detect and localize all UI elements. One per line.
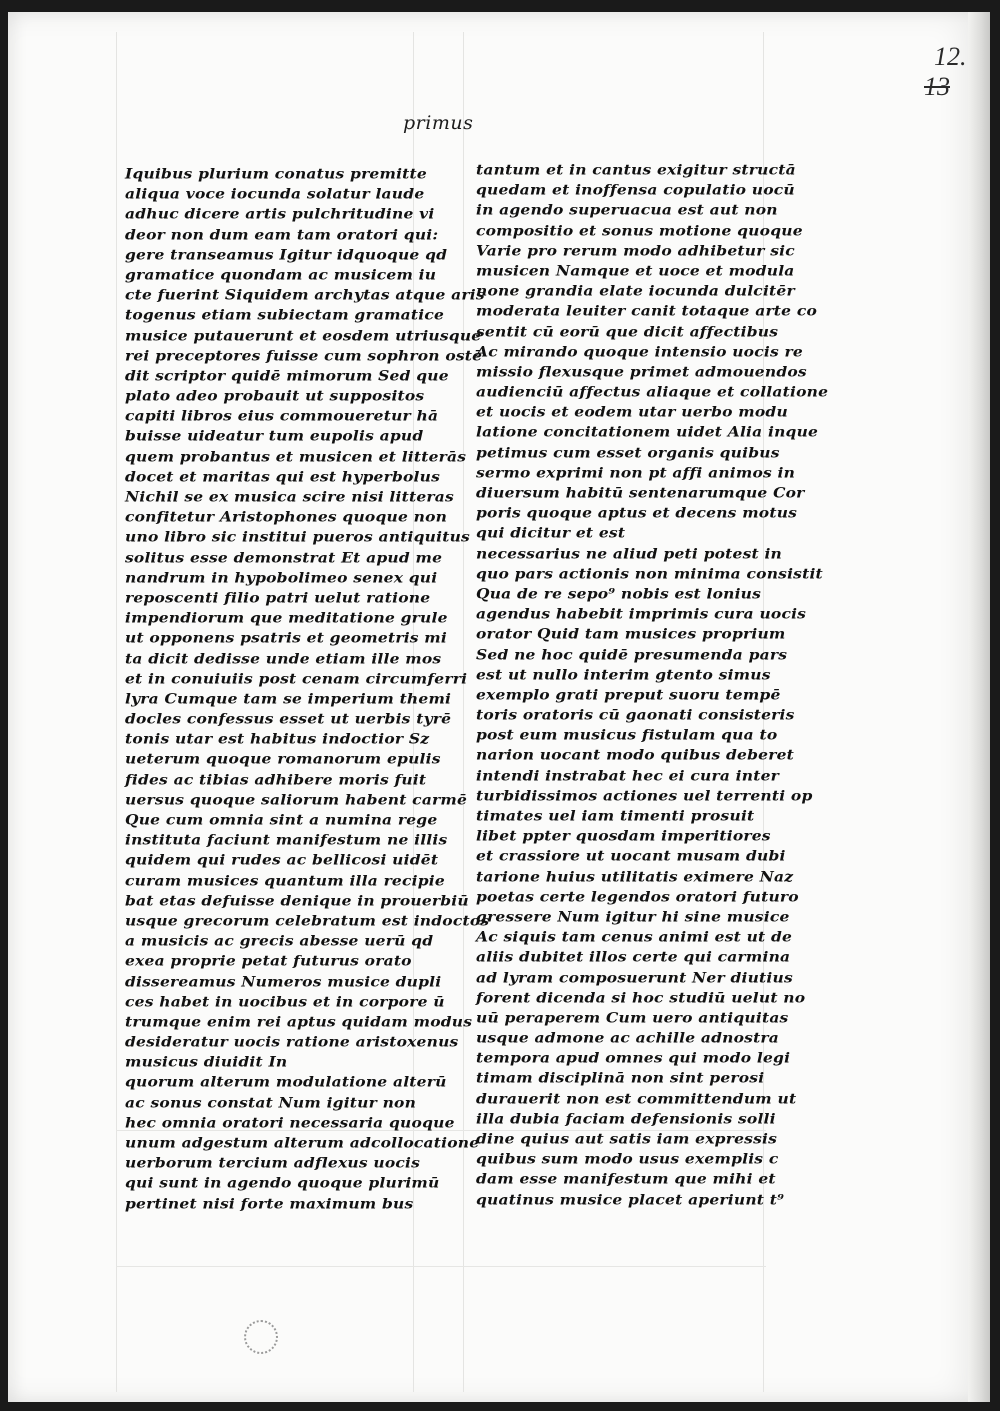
text-line: toris oratoris cū gaonati consisteris bbox=[476, 705, 795, 724]
text-line: togenus etiam subiectam gramatice bbox=[125, 306, 445, 324]
text-line: nandrum in hypobolimeo senex qui bbox=[125, 568, 438, 587]
text-line: pertinet nisi forte maximum bus bbox=[125, 1194, 414, 1212]
text-line: confitetur Aristophones quoque non bbox=[125, 507, 448, 526]
text-line: necessarius ne aliud peti potest in bbox=[476, 544, 783, 562]
ruling-line-bottom-2 bbox=[116, 1266, 766, 1267]
text-line: exea proprie petat futurus orato bbox=[125, 952, 412, 970]
text-line: ad lyram composuerunt Ner diutius bbox=[476, 968, 793, 986]
text-line: latione concitationem uidet Alia inque bbox=[476, 423, 819, 441]
text-line: missio flexusque primet admouendos bbox=[476, 362, 807, 381]
text-line: durauerit non est committendum ut bbox=[476, 1089, 797, 1107]
text-line: usque admone ac achille adnostra bbox=[476, 1028, 780, 1047]
text-line: tonis utar est habitus indoctior Sz bbox=[125, 730, 430, 748]
text-line: deor non dum eam tam oratori qui: bbox=[125, 225, 439, 243]
text-line: capiti libros eius commoueretur hā bbox=[125, 407, 439, 425]
text-line: libet ppter quosdam imperitiores bbox=[476, 826, 771, 845]
text-line: quibus sum modo usus exemplis c bbox=[476, 1149, 779, 1168]
text-column-left bbox=[125, 164, 490, 1214]
text-line: bat etas defuisse denique in prouerbiū bbox=[125, 891, 469, 910]
running-head: primus bbox=[403, 112, 474, 134]
text-line: adhuc dicere artis pulchritudine vi bbox=[125, 205, 435, 223]
text-line: orator Quid tam musices proprium bbox=[476, 625, 786, 643]
ruling-line-left-1 bbox=[116, 32, 117, 1392]
text-line: unum adgestum alterum adcollocatione bbox=[125, 1133, 480, 1152]
text-line: tempora apud omnes qui modo legi bbox=[476, 1049, 791, 1067]
text-line: uerborum tercium adflexus uocis bbox=[125, 1153, 421, 1172]
text-line: musicen Namque et uoce et modula bbox=[476, 261, 795, 280]
text-line: aliis dubitet illos certe qui carmina bbox=[476, 948, 791, 966]
text-line: quidem qui rudes ac bellicosi uidēt bbox=[125, 851, 439, 869]
page-gutter-fold bbox=[968, 12, 990, 1402]
text-line: plato adeo probauit ut suppositos bbox=[125, 386, 425, 405]
text-line: a musicis ac grecis abesse uerū qd bbox=[125, 931, 434, 950]
text-line: dine quius aut satis iam expressis bbox=[476, 1129, 778, 1148]
text-line: docet et maritas qui est hyperbolus bbox=[125, 467, 441, 486]
text-line: fides ac tibias adhibere moris fuit bbox=[125, 770, 427, 788]
text-line: compositio et sonus motione quoque bbox=[476, 221, 803, 239]
text-line: impendiorum que meditatione grule bbox=[125, 608, 448, 627]
text-line: Sed ne hoc quidē presumenda pars bbox=[476, 645, 788, 663]
text-line: trumque enim rei aptus quidam modus bbox=[125, 1012, 473, 1031]
text-line: est ut nullo interim gtento simus bbox=[476, 665, 771, 683]
text-line: exemplo grati preput suoru tempē bbox=[476, 685, 781, 704]
text-line: poetas certe legendos oratori futuro bbox=[476, 887, 799, 906]
text-line: uū peraperem Cum uero antiquitas bbox=[476, 1008, 789, 1027]
manuscript-page bbox=[8, 12, 983, 1402]
text-line: et uocis et eodem utar uerbo modu bbox=[476, 403, 788, 421]
text-line: musice putauerunt et eosdem utriusque bbox=[125, 326, 482, 344]
text-line: ces habet in uocibus et in corpore ū bbox=[125, 992, 445, 1010]
text-line: gere transeamus Igitur idquoque qd bbox=[125, 245, 448, 264]
text-line: hec omnia oratori necessaria quoque bbox=[125, 1113, 455, 1132]
text-line: uersus quoque saliorum habent carmē bbox=[125, 790, 468, 809]
text-line: curam musices quantum illa recipie bbox=[125, 871, 445, 889]
text-line: usque grecorum celebratum est indoctos bbox=[125, 911, 490, 930]
text-line: turbidissimos actiones uel terrenti op bbox=[476, 786, 813, 805]
text-line: musicus diuidit In bbox=[125, 1053, 288, 1071]
text-line: instituta faciunt manifestum ne illis bbox=[125, 830, 448, 849]
text-line: timates uel iam timenti prosuit bbox=[476, 806, 755, 825]
text-line: agendus habebit imprimis cura uocis bbox=[476, 604, 807, 623]
text-line: lyra Cumque tam se imperium themi bbox=[125, 689, 452, 708]
text-line: Ac mirando quoque intensio uocis re bbox=[476, 342, 803, 360]
text-line: poris quoque aptus et decens motus bbox=[476, 503, 798, 522]
folio-number-struck: 13 bbox=[924, 72, 950, 101]
text-line: Que cum omnia sint a numina rege bbox=[125, 810, 438, 829]
text-line: Nichil se ex musica scire nisi litteras bbox=[125, 487, 454, 506]
text-line: Ac siquis tam cenus animi est ut de bbox=[476, 927, 793, 946]
text-line: gressere Num igitur hi sine musice bbox=[476, 907, 790, 926]
text-line: audienciū affectus aliaque et collatione bbox=[476, 382, 829, 401]
text-line: Qua de re sepo⁹ nobis est lonius bbox=[476, 584, 762, 603]
text-line: forent dicenda si hoc studiū uelut no bbox=[476, 988, 806, 1006]
text-line: qui sunt in agendo quoque plurimū bbox=[125, 1174, 440, 1192]
text-line: ueterum quoque romanorum epulis bbox=[125, 750, 441, 768]
text-line: sermo exprimi non pt affi animos in bbox=[476, 463, 796, 482]
text-line: moderata leuiter canit totaque arte co bbox=[476, 302, 818, 320]
text-line: narion uocant modo quibus deberet bbox=[476, 746, 795, 764]
text-line: desideratur uocis ratione aristoxenus bbox=[125, 1032, 459, 1051]
text-line: sentit cū eorū que dicit affectibus bbox=[476, 322, 779, 340]
text-line: buisse uideatur tum eupolis apud bbox=[125, 427, 424, 445]
text-line: quedam et inoffensa copulatio uocū bbox=[476, 180, 795, 199]
text-column-right bbox=[476, 160, 829, 1210]
text-line: Varie pro rerum modo adhibetur sic bbox=[476, 241, 795, 260]
text-line: et crassiore ut uocant musam dubi bbox=[476, 847, 786, 865]
text-line: quo pars actionis non minima consistit bbox=[476, 564, 823, 583]
text-line: ac sonus constat Num igitur non bbox=[125, 1093, 417, 1111]
text-line: aliqua voce iocunda solatur laude bbox=[125, 184, 425, 203]
text-line: ta dicit dedisse unde etiam ille mos bbox=[125, 649, 442, 667]
text-line: post eum musicus fistulam qua to bbox=[476, 726, 778, 744]
text-line: cte fuerint Siquidem archytas atque aris bbox=[125, 285, 485, 304]
text-line: quem probantus et musicen et litterās bbox=[125, 447, 467, 465]
folio-number: 12. bbox=[934, 42, 967, 71]
text-line: qui dicitur et est bbox=[476, 524, 626, 542]
text-line: diuersum habitū sentenarumque Cor bbox=[476, 483, 805, 502]
library-stamp-icon bbox=[244, 1320, 278, 1354]
text-line: gramatice quondam ac musicem iu bbox=[125, 265, 437, 284]
text-line: Iquibus plurium conatus premitte bbox=[125, 164, 427, 183]
text-line: dissereamus Numeros musice dupli bbox=[125, 972, 442, 990]
text-line: dam esse manifestum que mihi et bbox=[476, 1170, 776, 1188]
text-line: none grandia elate iocunda dulcitēr bbox=[476, 281, 795, 300]
text-line: tantum et in cantus exigitur structā bbox=[476, 160, 796, 179]
text-line: intendi instrabat hec ei cura inter bbox=[476, 766, 780, 784]
text-line: timam disciplinā non sint perosi bbox=[476, 1069, 765, 1087]
text-line: dit scriptor quidē mimorum Sed que bbox=[125, 366, 449, 385]
text-line: petimus cum esset organis quibus bbox=[476, 443, 780, 461]
text-line: illa dubia faciam defensionis solli bbox=[476, 1109, 776, 1128]
text-line: quatinus musice placet aperiunt t⁹ bbox=[476, 1190, 785, 1208]
text-line: uno libro sic institui pueros antiquitus bbox=[125, 528, 470, 546]
text-line: in agendo superuacua est aut non bbox=[476, 201, 778, 219]
text-line: et in conuiuiis post cenam circumferri bbox=[125, 669, 468, 687]
text-line: ut opponens psatris et geometris mi bbox=[125, 629, 447, 647]
ruling-line-right-1 bbox=[463, 32, 464, 1392]
text-line: docles confessus esset ut uerbis tyrē bbox=[125, 709, 452, 728]
text-line: rei preceptores fuisse cum sophron ostē bbox=[125, 346, 483, 364]
text-line: tarione huius utilitatis eximere Naz bbox=[476, 867, 794, 885]
text-line: quorum alterum modulatione alterū bbox=[125, 1073, 447, 1091]
text-line: reposcenti filio patri uelut ratione bbox=[125, 588, 431, 607]
text-line: solitus esse demonstrat Et apud me bbox=[125, 548, 443, 566]
